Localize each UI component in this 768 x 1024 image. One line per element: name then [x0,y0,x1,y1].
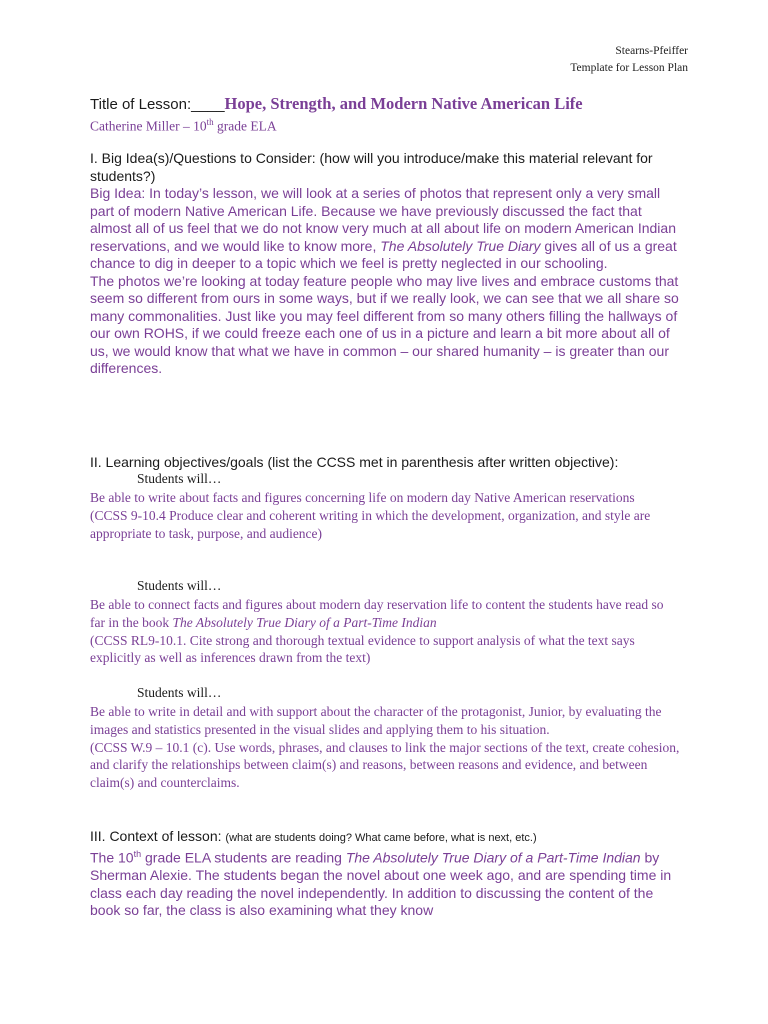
objective-1-ccss: (CCSS 9-10.4 Produce clear and coherent writing in which the development, organization, and style are appropriate to task, purpose, and audience) [90,507,651,541]
students-will-1: Students will… [137,471,222,486]
objective-2-text [90,596,680,632]
header-author: Stearns-Pfeiffer [615,45,688,57]
objective-2-book-title: The Absolutely True Diary of a Part-Time Indian [172,614,437,630]
objective-2-ccss: (CCSS RL9-10.1. Cite strong and thorough textual evidence to support analysis of what the text says explicitly as well as inferences drawn from the text) [90,632,635,666]
author-line [90,117,277,135]
section2-heading: II. Learning objectives/goals (list the CCSS met in parenthesis after written objective): [90,454,619,470]
objective-1 [90,489,680,542]
title-prefix: Title of Lesson:____ [90,96,225,113]
lesson-title [90,94,583,114]
author-name: Catherine Miller – 10 [90,118,207,134]
section3-p-prefix: The 10 [90,849,134,866]
objective-1-text: Be able to write about facts and figures concerning life on modern day Native American reservations [90,490,635,505]
section3-body [90,846,680,920]
section1-paragraph-1 [90,185,680,273]
objective-2-text-main: Be able to connect facts and figures about modern day reservation life to content the students have read so far in the book [90,597,664,630]
section3-p-after: by Sherman Alexie. The students began the novel about one week ago, and are spending time in class each day reading the novel independently. In addition to discussing the content of the book so far, the class is also examining what they know [90,849,672,919]
section3-heading-text: III. Context of lesson: [90,828,226,844]
objective-3 [90,703,680,792]
objective-2 [90,596,680,667]
section3-paragraph [90,846,680,920]
header-template: Template for Lesson Plan [570,62,688,74]
section1-body [90,185,680,378]
section1-heading: I. Big Idea(s)/Questions to Consider: (how will you introduce/make this material relevant for students?) [90,150,653,184]
section1-paragraph-2: The photos we’re looking at today feature people who may live lives and embrace customs that seem so different from ours in some ways, but if we really look, we can see that we all share so many commonalities. Just like you may feel different from so many others filling the hallways of our own ROHS, if we could freeze each one of us in a picture and learn a bit more about all of us, we would know that what we have in common – our shared humanity – is greater than our differences. [90,272,679,376]
title-text: Hope, Strength, and Modern Native American Life [224,94,583,113]
section1-p1-italic: The Absolutely True Diary [380,237,541,254]
objective-3-text: Be able to write in detail and with support about the character of the protagonist, Junior, by evaluating the images and statistics presented in the visual slides and applying them to his situation. [90,704,662,737]
section3-p-sup: th [133,849,142,859]
author-suffix: grade ELA [213,118,277,134]
section1-p1-before: Big Idea: In today’s lesson, we will look at a series of photos that represent only a very small part of modern Native American Life. Because we have previously discussed the fact that almost all of us feel that we do not know very much at all about life on modern American Indian reservations, and we would like to know more, [90,185,676,254]
section3-heading-note: (what are students doing? What came before, what is next, etc.) [225,832,537,844]
author-superscript: th [206,117,214,127]
objective-3-ccss: (CCSS W.9 – 10.1 (c). Use words, phrases, and clauses to link the major sections of the text, create cohesion, and clarify the relationships between claim(s) and reasons, between reasons and evidence, and between claim(s) and counterclaims. [90,739,680,791]
section3-heading [90,828,680,848]
students-will-2: Students will… [137,578,222,593]
students-will-3: Students will… [137,685,222,700]
section1-p1-after: gives all of us a great chance to dig in deeper to a topic which we feel is pretty neglected in our schooling. [90,237,677,271]
section3-book-title: The Absolutely True Diary of a Part-Time Indian [345,849,641,866]
section3-p-mid: grade ELA students are reading [141,849,346,866]
